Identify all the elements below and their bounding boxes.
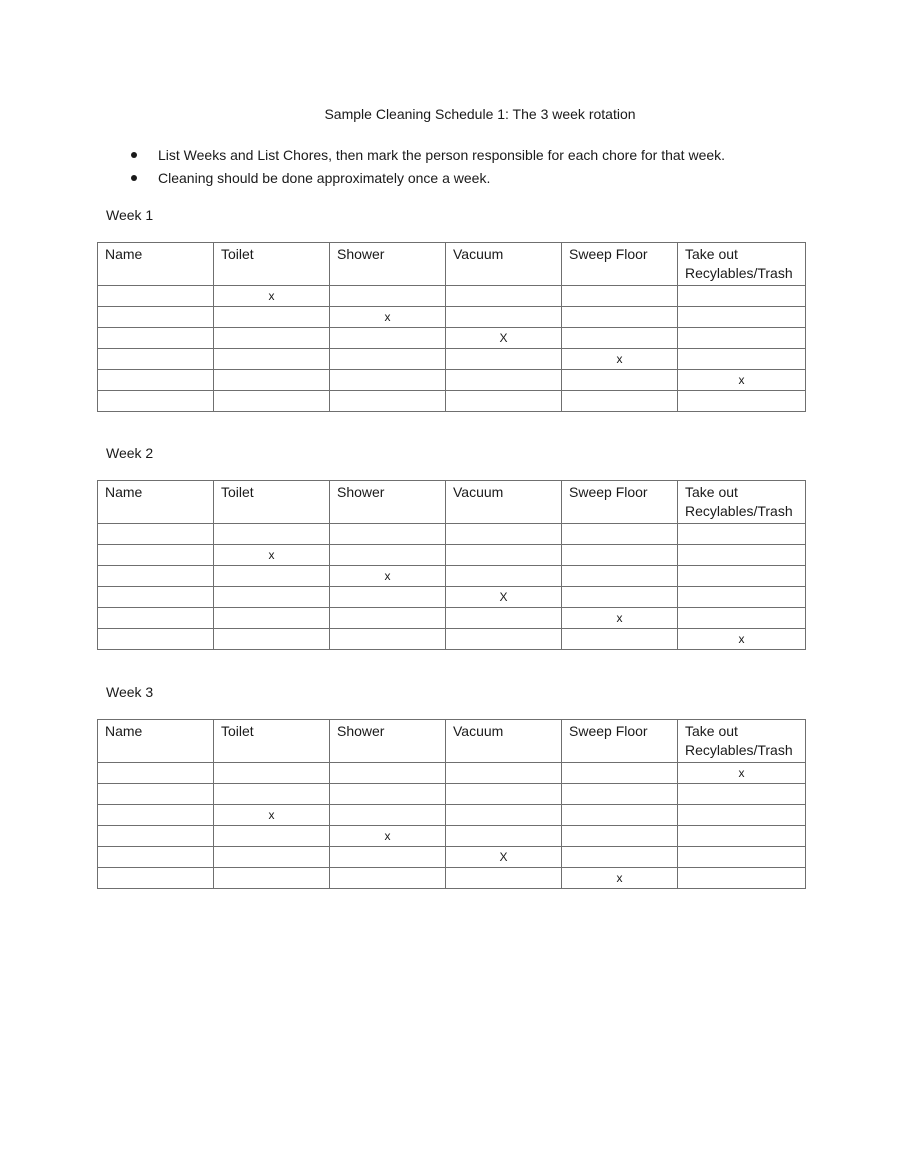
document-title: Sample Cleaning Schedule 1: The 3 week rotation <box>324 106 636 122</box>
table-cell <box>98 391 214 412</box>
table-cell: x <box>214 286 330 307</box>
table-cell <box>330 391 446 412</box>
table-cell <box>98 566 214 587</box>
table-cell <box>214 629 330 650</box>
column-header-shower: Shower <box>330 481 446 524</box>
table-cell <box>98 784 214 805</box>
table-cell <box>446 545 562 566</box>
table-cell <box>678 868 806 889</box>
table-cell <box>678 328 806 349</box>
table-row <box>98 608 806 629</box>
table-cell <box>678 566 806 587</box>
table-cell: x <box>562 349 678 370</box>
instruction-item: Cleaning should be done approximately once a week. <box>128 169 725 192</box>
table-cell <box>98 545 214 566</box>
table-cell <box>446 286 562 307</box>
column-header-take-out-trash: Take out Recylables/Trash <box>678 243 806 286</box>
table-cell <box>330 805 446 826</box>
table-cell <box>98 307 214 328</box>
table-cell <box>214 868 330 889</box>
table-row <box>98 349 806 370</box>
table-header-row <box>98 720 806 763</box>
table-cell <box>98 349 214 370</box>
week-1-table <box>97 242 806 412</box>
table-row <box>98 587 806 608</box>
table-cell <box>330 545 446 566</box>
table-row <box>98 847 806 868</box>
table-cell <box>446 370 562 391</box>
table-cell <box>562 784 678 805</box>
instruction-item: List Weeks and List Chores, then mark the person responsible for each chore for that week. <box>128 146 725 169</box>
table-row <box>98 286 806 307</box>
column-header-vacuum: Vacuum <box>446 481 562 524</box>
table-row <box>98 763 806 784</box>
table-cell <box>446 826 562 847</box>
table-cell <box>330 587 446 608</box>
table-cell <box>330 847 446 868</box>
table-cell <box>446 763 562 784</box>
table-cell <box>214 826 330 847</box>
table-cell: x <box>330 307 446 328</box>
table-cell <box>562 805 678 826</box>
table-cell <box>678 391 806 412</box>
table-cell <box>446 524 562 545</box>
table-cell <box>98 608 214 629</box>
column-header-vacuum: Vacuum <box>446 720 562 763</box>
table-row <box>98 826 806 847</box>
table-cell <box>330 349 446 370</box>
table-cell <box>98 328 214 349</box>
table-cell <box>562 566 678 587</box>
table-row <box>98 784 806 805</box>
table-cell <box>98 629 214 650</box>
table-cell <box>562 545 678 566</box>
table-cell <box>330 524 446 545</box>
table-cell <box>98 370 214 391</box>
table-cell <box>330 868 446 889</box>
table-cell <box>562 763 678 784</box>
column-header-shower: Shower <box>330 720 446 763</box>
column-header-sweep-floor: Sweep Floor <box>562 243 678 286</box>
table-cell: x <box>330 566 446 587</box>
table-cell <box>330 328 446 349</box>
table-cell <box>562 524 678 545</box>
table-cell <box>678 524 806 545</box>
table-cell: x <box>562 608 678 629</box>
table-cell <box>562 847 678 868</box>
column-header-take-out-trash: Take out Recylables/Trash <box>678 481 806 524</box>
table-cell <box>446 349 562 370</box>
table-cell: x <box>562 868 678 889</box>
table-cell <box>562 286 678 307</box>
table-cell <box>446 805 562 826</box>
table-cell <box>562 391 678 412</box>
table-cell <box>214 784 330 805</box>
table-cell <box>678 847 806 868</box>
table-cell <box>214 566 330 587</box>
table-row <box>98 545 806 566</box>
table-cell <box>214 608 330 629</box>
column-header-toilet: Toilet <box>214 481 330 524</box>
table-cell <box>562 328 678 349</box>
table-cell <box>330 629 446 650</box>
table-cell <box>330 286 446 307</box>
table-cell: x <box>214 805 330 826</box>
table-cell <box>678 587 806 608</box>
table-cell <box>678 545 806 566</box>
table-row <box>98 868 806 889</box>
table-cell <box>330 784 446 805</box>
column-header-take-out-trash: Take out Recylables/Trash <box>678 720 806 763</box>
table-cell <box>446 784 562 805</box>
table-cell <box>446 608 562 629</box>
table-cell: x <box>678 629 806 650</box>
table-header-row <box>98 481 806 524</box>
table-row <box>98 524 806 545</box>
table-cell <box>562 370 678 391</box>
table-cell: X <box>446 328 562 349</box>
table-cell <box>678 286 806 307</box>
table-cell <box>214 847 330 868</box>
instructions-list <box>128 146 725 192</box>
table-cell <box>678 349 806 370</box>
column-header-toilet: Toilet <box>214 243 330 286</box>
table-cell: x <box>214 545 330 566</box>
column-header-sweep-floor: Sweep Floor <box>562 481 678 524</box>
column-header-shower: Shower <box>330 243 446 286</box>
table-cell <box>446 307 562 328</box>
table-cell <box>214 524 330 545</box>
table-cell <box>562 587 678 608</box>
table-row <box>98 370 806 391</box>
table-cell <box>98 826 214 847</box>
week-3-table <box>97 719 806 889</box>
table-cell <box>678 608 806 629</box>
column-header-toilet: Toilet <box>214 720 330 763</box>
table-cell <box>98 847 214 868</box>
table-cell <box>214 370 330 391</box>
week-2-label: Week 2 <box>106 445 154 461</box>
table-cell <box>562 826 678 847</box>
table-cell <box>330 370 446 391</box>
table-cell <box>330 763 446 784</box>
table-cell: X <box>446 587 562 608</box>
table-cell: x <box>330 826 446 847</box>
table-cell: X <box>446 847 562 868</box>
table-cell <box>562 307 678 328</box>
table-cell <box>562 629 678 650</box>
week-1-label: Week 1 <box>106 207 154 223</box>
table-cell <box>214 328 330 349</box>
column-header-name: Name <box>98 720 214 763</box>
table-row <box>98 566 806 587</box>
table-row <box>98 328 806 349</box>
table-cell <box>446 868 562 889</box>
table-row <box>98 391 806 412</box>
table-cell <box>214 763 330 784</box>
table-cell <box>678 307 806 328</box>
table-cell <box>98 763 214 784</box>
week-3-label: Week 3 <box>106 684 154 700</box>
table-cell <box>214 391 330 412</box>
table-cell <box>214 307 330 328</box>
table-cell <box>330 608 446 629</box>
column-header-sweep-floor: Sweep Floor <box>562 720 678 763</box>
column-header-name: Name <box>98 481 214 524</box>
table-header-row <box>98 243 806 286</box>
table-cell <box>446 629 562 650</box>
table-cell <box>678 784 806 805</box>
table-cell <box>678 826 806 847</box>
table-cell <box>98 868 214 889</box>
table-cell <box>214 349 330 370</box>
table-cell <box>98 805 214 826</box>
table-cell <box>98 587 214 608</box>
table-cell: x <box>678 763 806 784</box>
column-header-vacuum: Vacuum <box>446 243 562 286</box>
table-cell <box>446 391 562 412</box>
table-cell <box>214 587 330 608</box>
table-cell: x <box>678 370 806 391</box>
table-cell <box>446 566 562 587</box>
table-cell <box>678 805 806 826</box>
table-cell <box>98 286 214 307</box>
table-row <box>98 805 806 826</box>
table-cell <box>98 524 214 545</box>
table-row <box>98 629 806 650</box>
week-2-table <box>97 480 806 650</box>
table-row <box>98 307 806 328</box>
column-header-name: Name <box>98 243 214 286</box>
